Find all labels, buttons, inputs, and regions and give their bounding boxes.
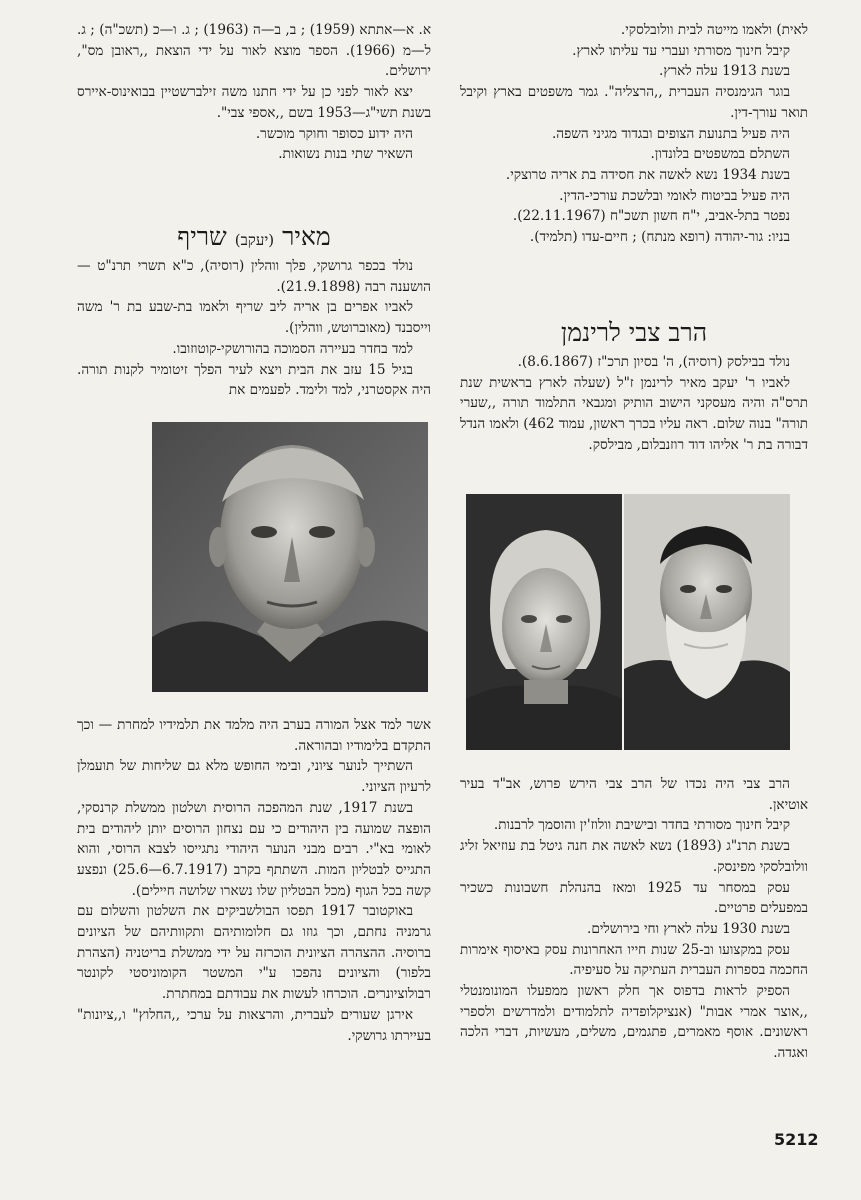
- meir-zhitomir: בגיל 15 עזב את הבית ויצא לעיר הפלך זיטומיר לקנות תורה. היה אקסטרני, למד ולימד. לפעמים את: [77, 361, 431, 399]
- right-london: השתלם במשפטים בלונדון.: [650, 146, 790, 163]
- meir-intro-text: [77, 256, 431, 401]
- daughters-paragraph: השאיר שתי בנות נשואות.: [278, 146, 413, 163]
- right-mother-line: לאית) ולאמו מייטה לבית וולובלסקי.: [620, 22, 808, 38]
- rinman-intro-text: [460, 352, 808, 456]
- rinman-education: קיבל חינוך מסורתי בחדר ובישיבת וולוז'ין והוסמך לרבנות.: [493, 817, 790, 834]
- meir-zionist-youth: השתייך לנוער ציוני, ובימי החופש מלא גם שליחות של תועמלן לרעיון הציוני.: [77, 758, 431, 796]
- meir-name-note: (יעקב): [234, 231, 275, 249]
- rinman-work: עסק במסחר עד 1925 ומאז בהנהלת חשבונות כשכיר במפעלים פרטיים.: [460, 879, 808, 917]
- page-number: 5212: [774, 1130, 819, 1149]
- rinman-collecting: עסק במקצועו וב-25 שנות חייו האחרונות עסק באיסוף אימרות החכמה בספרות העברית העתיקה על סעיפיה.: [460, 941, 808, 979]
- rinman-wife-photo: [466, 494, 622, 750]
- meir-october-1917: באוקטובר 1917 תפסו הבולשביקים את השלטון והשלום עם גרמניה נחתם, וכך גוזו גם חלומותיהם ותקוותיהם של הציונים ברוסיה. ההצהרה הציונית הוכרזה על ידי ממשלת בריטניה (הצהרת בלפור) והציונים נהפכו ע"י המשטר הקומוניסטי לקונטר רבולוציונרים. הוכרחו לעשות את עבודתם במחתרת.: [77, 903, 431, 1003]
- right-sons: בניו: גור-יהודה (רופא מנתח) ; חיים-עדו (תלמיד).: [529, 229, 790, 246]
- rinman-continued-text: [460, 774, 808, 1064]
- right-gymnasium: בוגר הגימנסיה העברית ,,הרצליה". גמר משפטים בארץ וקיבל תואר עורך-דין.: [460, 84, 808, 121]
- meir-heading: [77, 222, 431, 255]
- meir-surname: שריף: [177, 222, 227, 251]
- right-scouts: היה פעיל בתנועת הצופים ובגדוד מגיני השפה.: [551, 125, 790, 142]
- rinman-portrait-photo: [624, 494, 790, 750]
- rinman-publication: הספיק לראות בדפוס אך חלק ראשון ממפעלו המונומנטלי ,,אוצר אמרי אבות" (אנציקלופדיה לתלמודים ולמדרשים ולספרי ראשונים. אוסף מאמרים, פתגמים, משלים, מעשיות, דברי הלכה ואגדה.: [460, 983, 808, 1062]
- rinman-birth: נולד בבילסק (רוסיה), ה' בסיון תרכ"ז (8.6.1867).: [517, 354, 790, 370]
- meir-1917: בשנת 1917, שנת המהפכה הרוסית ושלטון ממשלת קרנסקי, הופצה שמועה בין היהודים כי עם נצחון הרוסים יותן ליהודים בית לאומי בא"י. רבים מבני הנוער היהודי נתגייסו לצבא הרוסי, והוא התגייס לבטליון המות. השתתף בקרב (6.7.1917—25.6) ונפצע קשה בכל הגוף (מכל הבטליון שלו נשארו שלושה חיילים).: [77, 799, 431, 899]
- right-aliya: בשנת 1913 עלה לארץ.: [659, 63, 790, 80]
- meir-teaching: אשר למד אצל המורה בערב היה מלמד את תלמידיו למחרת — וכך התקדם בלימודיו ובהוראה.: [77, 717, 431, 754]
- right-top-text: [460, 20, 808, 248]
- meir-parents: לאביו אפרים בן אריה ליב שריף ולאמו בת-שבע בת ר' משה וייסבנד (מאוברוטש, ווהלין).: [77, 299, 431, 337]
- meir-first-name: מאיר: [282, 222, 331, 251]
- left-top-text: [77, 20, 431, 165]
- rinman-marriage: בשנת תרנ"ג (1893) נשא לאשה את חנה גיטל בת עוזיאל זליג וולובלסקי מפינסק.: [460, 838, 808, 875]
- earlier-edition-paragraph: יצא לאור לפני כן על ידי חתנו משה זילברשטיין בבואינוס-איירס בשנת תשי"ג—1953 בשם ,,אספי צבי".: [77, 84, 431, 121]
- meir-lessons: אירגן שעורים לעברית, והרצאות על ערכי ,,החלוץ" ו,,ציונות" בעיירתו גרושקי.: [77, 1006, 431, 1044]
- known-as-paragraph: היה ידוע כסופר וחוקר מוכשר.: [255, 125, 413, 142]
- meir-cheder: למד בחדר בעיירה הסמוכה בהורושקי-קוטוזובו.: [172, 340, 413, 357]
- rinman-heading: הרב צבי לרינמן: [560, 318, 708, 347]
- right-marriage: בשנת 1934 נשא לאשה את חסידה בת אריה טרוצקי.: [505, 166, 790, 183]
- right-education: קיבל חינוך מסורתי ועברי עד עליתו לארץ.: [572, 42, 790, 59]
- meir-portrait-photo: [152, 422, 428, 692]
- rinman-grandson: הרב צבי היה נכדו של הרב צבי הירש פרוש, אב"ד בעיר אוטיאן.: [460, 776, 808, 813]
- rinman-wife-image: [466, 494, 622, 750]
- meir-continued-text: [77, 715, 431, 1046]
- volumes-paragraph: א. א—אתתא (1959) ; ב, ב—ה (1963) ; ג. ו—כ (תשכ"ה) ; ג. ל—מ (1966). הספר מוצא לאור על ידי הוצאת ,,ראובן מס", ירושלים.: [77, 22, 431, 80]
- right-activity: היה פעיל בביטוח לאומי ובלשכת עורכי-הדין.: [559, 187, 790, 204]
- rinman-portrait-image: [624, 494, 790, 750]
- meir-birth: נולד בכפר גרושקי, פלך ווהלין (רוסיה), כ"א תשרי תרנ"ט — הושענה רבה (21.9.1898).: [77, 258, 431, 295]
- rinman-aliya: בשנת 1930 עלה לארץ וחי בירושלים.: [587, 920, 790, 937]
- rinman-parents: לאביו ר' יעקב מאיר לרינמן ז"ל (שעלה לארץ בראשית שנת תרס"ה והיה מעסקני הישוב הותיק ומגבאי התלמוד תורה ,,שערי תורה" בנוה שלום. ראה עליו בכרך ראשון, עמוד 462) ולאמו הנדל דבורה בת ר' אליהו דוד רוזנבלום, מבילסק.: [460, 374, 808, 453]
- meir-portrait-image: [152, 422, 428, 692]
- right-death: נפטר בתל-אביב, י"ח חשון תשכ"ח (22.11.1967).: [512, 208, 790, 225]
